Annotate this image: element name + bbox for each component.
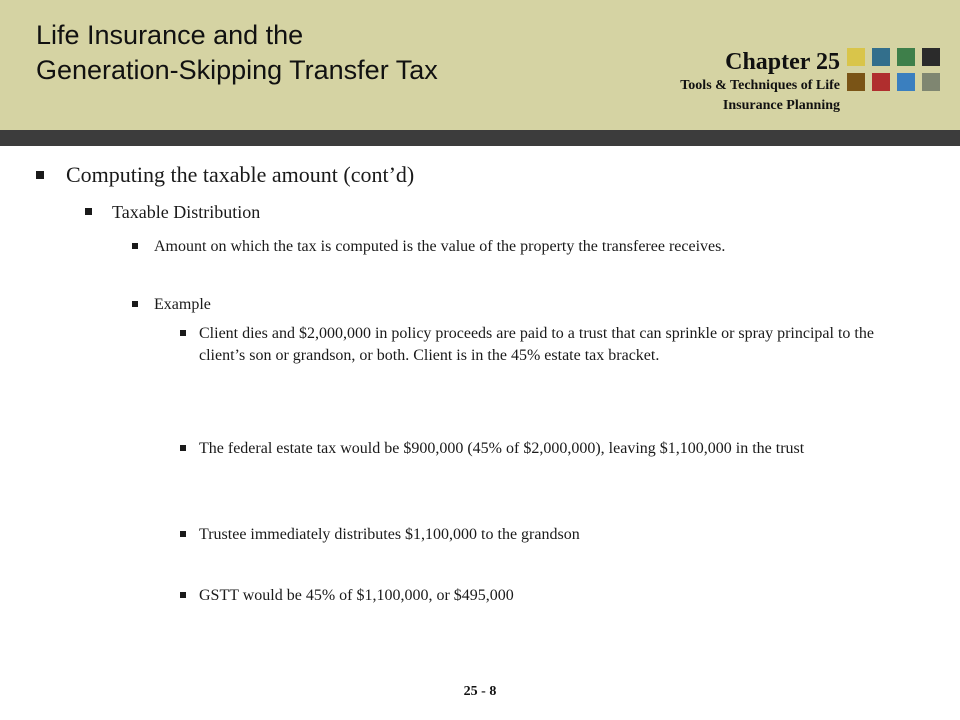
bullet-icon: [132, 243, 138, 249]
title-line-1: Life Insurance and the: [36, 20, 304, 50]
bullet-subheading: [85, 200, 260, 224]
example-item-text: Trustee immediately distributes $1,100,000 to the grandson: [199, 526, 580, 543]
bullet-icon: [85, 208, 92, 215]
example-item-text: The federal estate tax would be $900,000 (45% of $2,000,000), leaving $1,100,000 in the trust: [199, 440, 805, 457]
example-item-text: Client dies and $2,000,000 in policy proceeds are paid to a trust that can sprinkle or spray principal to the client’s son or grandson, or both. Client is in the 45% estate tax bracket.: [199, 325, 874, 364]
bullet-icon: [180, 330, 186, 336]
title-line-2: Generation-Skipping Transfer Tax: [36, 55, 438, 85]
example-item: [180, 585, 920, 607]
chapter-subtitle-line-2: Insurance Planning: [722, 98, 840, 113]
chapter-subtitle-line-1: Tools & Techniques of Life: [680, 78, 840, 93]
heading-text: Computing the taxable amount (cont’d): [66, 162, 415, 187]
bullet-icon: [132, 301, 138, 307]
bullet-heading: [36, 161, 414, 189]
amount-text: Amount on which the tax is computed is the value of the property the transferee receives.: [154, 238, 726, 255]
example-label: Example: [154, 296, 211, 313]
chapter-label: Chapter 25: [725, 49, 840, 75]
example-item: [180, 323, 920, 367]
bullet-example: [132, 294, 932, 316]
example-item-text: GSTT would be 45% of $1,100,000, or $495,000: [199, 587, 514, 604]
page-number: 25 - 8: [463, 684, 497, 699]
bullet-icon: [180, 531, 186, 537]
example-item: [180, 524, 920, 546]
bullet-icon: [180, 592, 186, 598]
bullet-amount: [132, 236, 932, 258]
bullet-icon: [36, 171, 44, 179]
example-item: [180, 438, 920, 460]
subheading-text: Taxable Distribution: [112, 202, 261, 222]
bullet-icon: [180, 445, 186, 451]
